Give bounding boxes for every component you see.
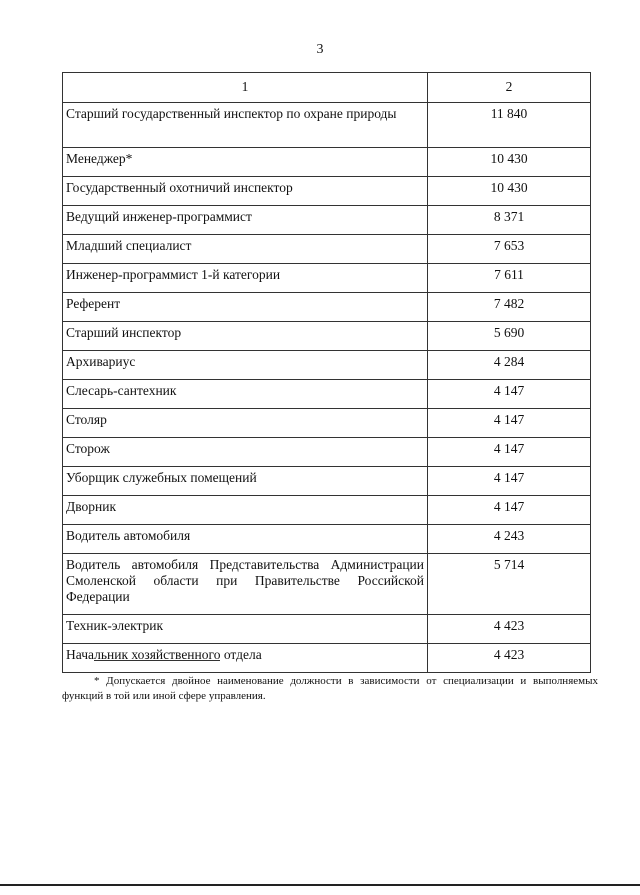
position-cell: Государственный охотничий инспектор <box>63 177 428 206</box>
table-row <box>63 264 591 293</box>
amount-cell: 4 147 <box>428 496 591 525</box>
amount-cell: 8 371 <box>428 206 591 235</box>
table-row <box>63 525 591 554</box>
page-bottom-edge <box>0 884 640 886</box>
position-cell: Архивариус <box>63 351 428 380</box>
table-header-row <box>63 73 591 103</box>
table-row <box>63 322 591 351</box>
amount-cell: 10 430 <box>428 177 591 206</box>
table-row <box>63 235 591 264</box>
footnote-divider <box>94 660 220 661</box>
table-row <box>63 644 591 673</box>
position-cell: Столяр <box>63 409 428 438</box>
position-cell: Младший специалист <box>63 235 428 264</box>
column-header-2: 2 <box>428 73 591 103</box>
position-cell: Водитель автомобиля <box>63 525 428 554</box>
table-row <box>63 293 591 322</box>
table-row <box>63 351 591 380</box>
table-row <box>63 380 591 409</box>
position-cell: Инженер-программист 1-й категории <box>63 264 428 293</box>
amount-cell: 5 690 <box>428 322 591 351</box>
table-row <box>63 206 591 235</box>
footnote: * Допускается двойное наименование должности в зависимости от специализации и выполняемых функций в той или иной сфере управления. <box>62 675 598 702</box>
amount-cell: 4 423 <box>428 644 591 673</box>
amount-cell: 5 714 <box>428 554 591 615</box>
table-row <box>63 615 591 644</box>
position-cell: Старший инспектор <box>63 322 428 351</box>
amount-cell: 4 423 <box>428 615 591 644</box>
amount-cell: 4 147 <box>428 467 591 496</box>
position-cell: Уборщик служебных помещений <box>63 467 428 496</box>
amount-cell: 7 611 <box>428 264 591 293</box>
table-row <box>63 148 591 177</box>
position-cell: Водитель автомобиля Представительства Администрации Смоленской области при Правительстве Российской Федерации <box>63 554 428 615</box>
position-cell: Начальник хозяйственного отдела <box>63 644 428 673</box>
position-cell: Техник-электрик <box>63 615 428 644</box>
amount-cell: 4 147 <box>428 380 591 409</box>
position-cell: Референт <box>63 293 428 322</box>
table-row <box>63 496 591 525</box>
position-cell: Менеджер* <box>63 148 428 177</box>
amount-cell: 4 147 <box>428 409 591 438</box>
amount-cell: 4 147 <box>428 438 591 467</box>
table-row <box>63 409 591 438</box>
position-cell: Ведущий инженер-программист <box>63 206 428 235</box>
amount-cell: 4 284 <box>428 351 591 380</box>
column-header-1: 1 <box>63 73 428 103</box>
page-number: 3 <box>316 42 324 57</box>
position-cell: Сторож <box>63 438 428 467</box>
amount-cell: 7 653 <box>428 235 591 264</box>
amount-cell: 11 840 <box>428 103 591 148</box>
position-cell: Старший государственный инспектор по охране природы <box>63 103 428 148</box>
table-row <box>63 103 591 148</box>
amount-cell: 4 243 <box>428 525 591 554</box>
amount-cell: 10 430 <box>428 148 591 177</box>
position-cell: Слесарь-сантехник <box>63 380 428 409</box>
salary-table <box>62 72 591 673</box>
position-cell: Дворник <box>63 496 428 525</box>
table-row <box>63 438 591 467</box>
table-row <box>63 467 591 496</box>
amount-cell: 7 482 <box>428 293 591 322</box>
table-row <box>63 554 591 615</box>
table-row <box>63 177 591 206</box>
